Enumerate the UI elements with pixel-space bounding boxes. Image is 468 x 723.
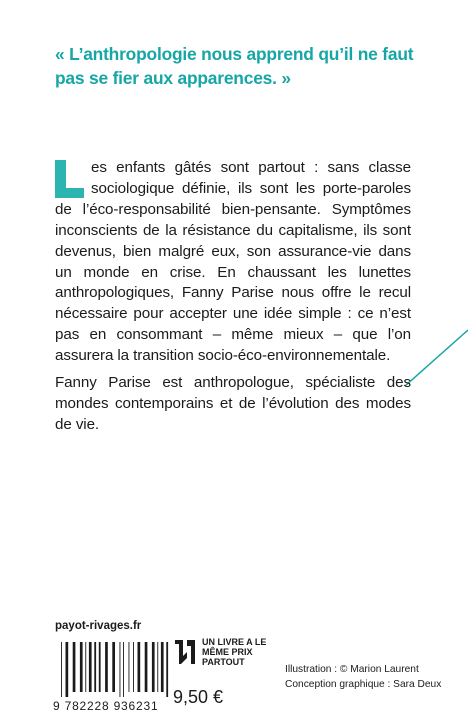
barcode-bar [152,642,155,692]
blurb-text: es enfants gâtés sont partout : sans classe sociologique définie, ils sont les porte-paroles de l’éco-responsabilité bien-pensante. Symptômes inconscients de la résistance du capitalisme, ils sont devenus, bien malgré eux, son assurance-vie dans un monde en crise. En chaussant les lunettes anthropologiques, Fanny Parise nous offre le recul nécessaire pour accepter une idée simple : ce n’est pas en consommant – même mieux – que l’on assurera la transition socio-éco-environnementale. [55,159,411,365]
barcode-bar [85,642,86,692]
publisher-website[interactable]: payot-rivages.fr [55,620,142,632]
credits [285,662,445,692]
barcode-bar [99,642,101,692]
barcode-bar [123,642,124,697]
barcode-bar [80,642,83,692]
barcode-bar [129,642,130,692]
price: 9,50 € [173,687,224,707]
barcode-digits: 9 782228 936231 [53,699,159,713]
barcode-bar [105,642,108,692]
barcode-bar [157,642,158,692]
barcode-bar [73,642,76,692]
barcode-bar [94,642,96,692]
barcode-bar [145,642,148,692]
isbn-barcode [53,642,171,713]
barcode-bar [166,642,168,697]
barcode-bar [161,642,164,692]
barcode-bar [112,642,115,692]
same-price-badge: UN LIVRE A LE MÊME PRIX PARTOUT [202,637,267,667]
design-credit: Conception graphique : Sara Deux [285,679,442,690]
pull-quote: « L’anthropologie nous apprend qu’il ne faut pas se fier aux apparences. » [55,44,414,88]
barcode-bar [120,642,121,697]
barcode-bar [66,642,69,697]
author-bio: Fanny Parise est anthropologue, spécialiste des mondes contemporains et de l’évolution des modes de vie. [55,374,411,433]
barcode-bars [53,642,171,697]
same-price-logo-icon [173,638,197,666]
barcode-bar [133,642,134,692]
barcode-bar [61,642,62,697]
blurb-paragraph [55,158,411,367]
illustration-credit: Illustration : © Marion Laurent [285,664,419,675]
barcode-bar [138,642,141,692]
drop-cap-l-icon [55,160,84,198]
barcode-bar [89,642,92,692]
